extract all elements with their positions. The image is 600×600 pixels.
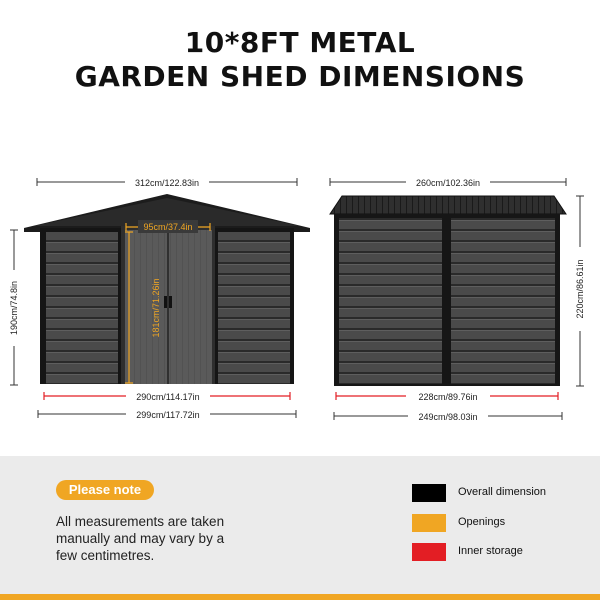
side-roof-width-dimension: [330, 175, 566, 189]
side-shed-illustration: [330, 196, 566, 386]
front-wall-height-label: 190cm/74.8in: [9, 280, 19, 336]
legend-label-overall: Overall dimension: [458, 486, 547, 498]
side-base-depth-dimension: [334, 409, 562, 423]
front-base-width-dimension: [38, 407, 296, 421]
front-wall-height-dimension: [8, 230, 20, 385]
front-roof-width-label: 312cm/122.83in: [134, 178, 200, 188]
front-door-width-dimension: [126, 220, 210, 233]
side-height-label: 220cm/86.61in: [575, 259, 585, 319]
side-height-dimension: [574, 196, 586, 386]
side-base-depth-label: 249cm/98.03in: [418, 412, 478, 422]
page-title-line-2: GARDEN SHED DIMENSIONS: [74, 60, 526, 93]
side-roof-width-label: 260cm/102.36in: [415, 178, 481, 188]
front-door-width-label: 95cm/37.4in: [143, 222, 193, 232]
front-door-height-label: 181cm/71.26in: [151, 278, 161, 338]
legend-label-inner: Inner storage: [458, 545, 523, 557]
legend-swatch-inner: [412, 543, 446, 561]
front-inner-width-dimension: [44, 389, 290, 403]
front-inner-width-label: 290cm/114.17in: [136, 392, 200, 402]
legend-swatch-openings: [412, 514, 446, 532]
front-roof-width-dimension: [37, 175, 297, 189]
accent-bar: [0, 594, 600, 600]
please-note-badge: Please note: [56, 480, 154, 500]
side-inner-depth-dimension: [336, 389, 558, 403]
page-title-line-1: 10*8FT METAL: [184, 26, 416, 59]
note-text: All measurements are taken manually and may vary by a few centimetres.: [56, 514, 225, 563]
front-base-width-label: 299cm/117.72in: [136, 410, 200, 420]
legend-swatch-overall: [412, 484, 446, 502]
side-inner-depth-label: 228cm/89.76in: [418, 392, 478, 402]
legend-label-openings: Openings: [458, 516, 506, 528]
